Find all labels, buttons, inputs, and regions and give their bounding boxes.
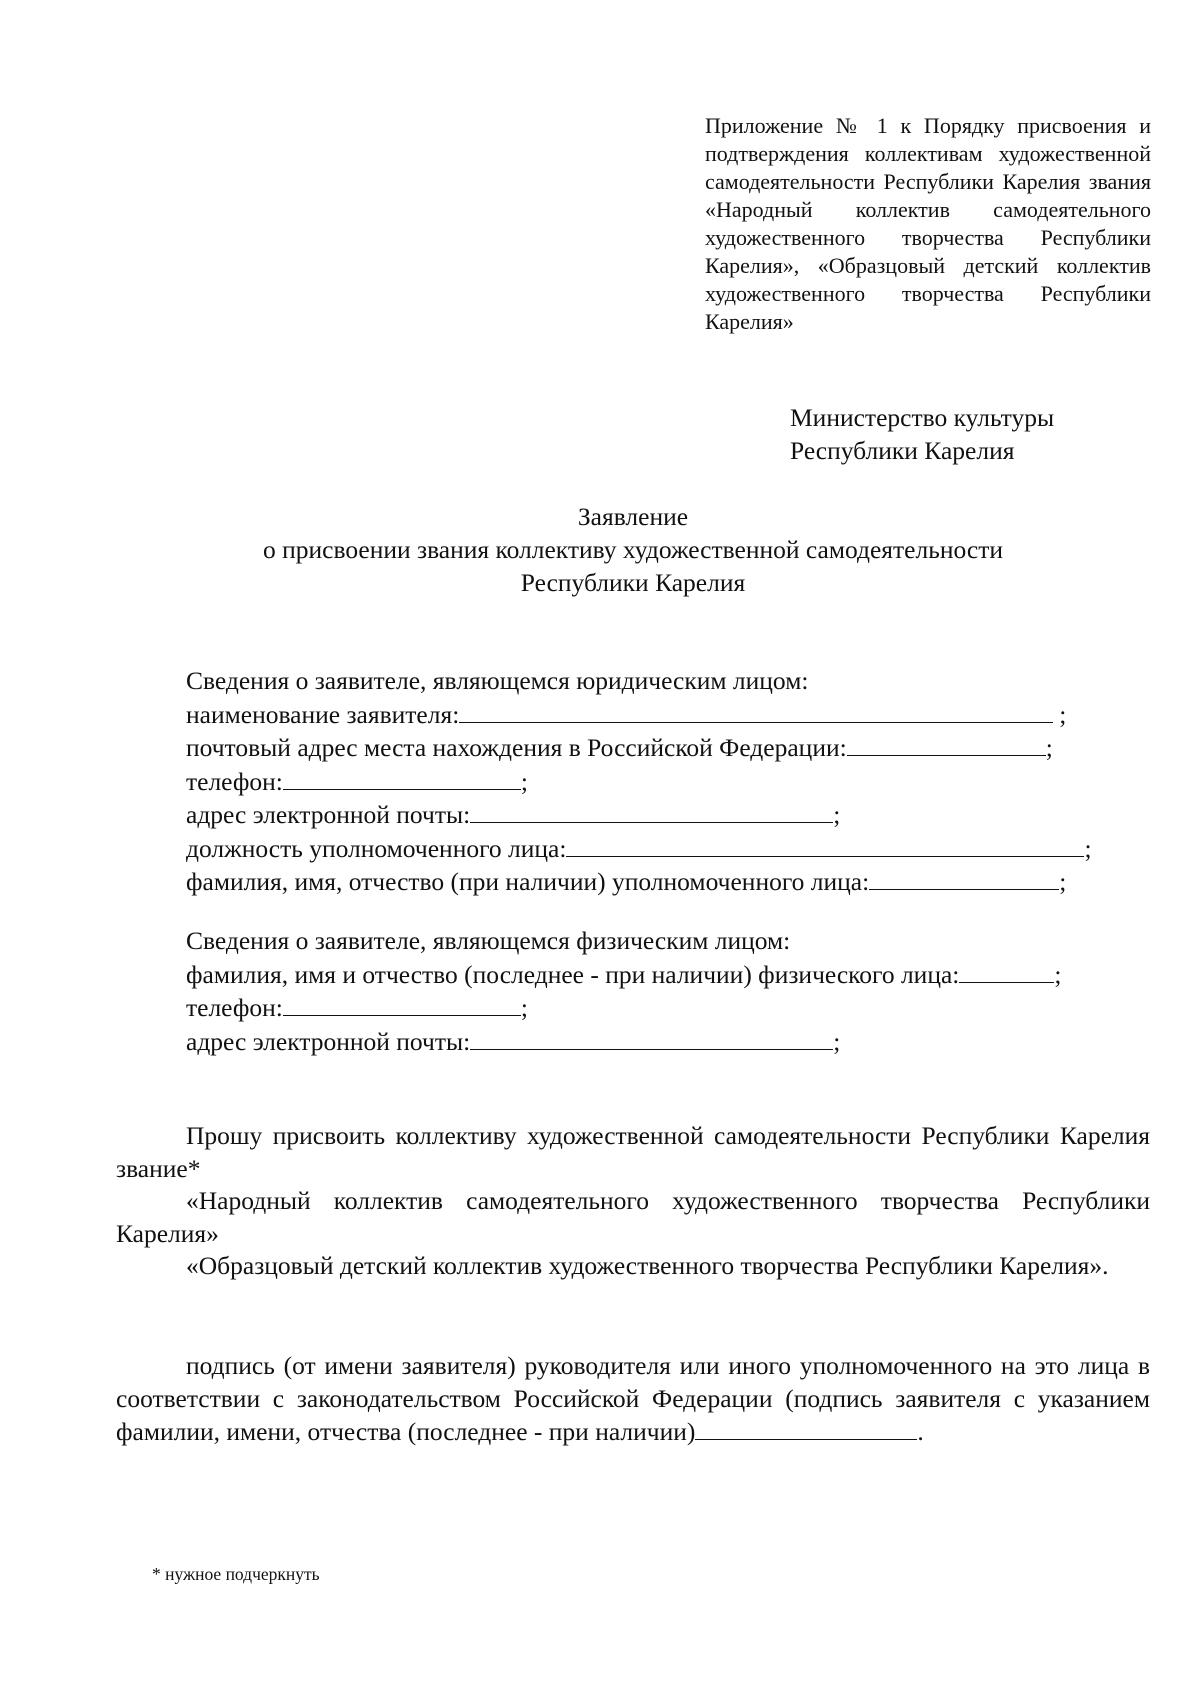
request-paragraph: Прошу присвоить коллективу художественной самодеятельности Республики Карелия звание* [116, 1121, 1150, 1183]
legal-name-semicolon: ; [1059, 699, 1067, 729]
addressee-line-1: Министерство культуры [790, 403, 1055, 432]
legal-name-blank[interactable] [459, 698, 1053, 723]
signature-period: . [917, 1417, 924, 1446]
physical-phone-row [186, 991, 1061, 1025]
signature-blank[interactable] [695, 1415, 917, 1440]
physical-fio-semicolon: ; [1054, 959, 1062, 989]
legal-position-label: должность уполномоченного лица: [186, 833, 567, 863]
legal-email-row [186, 798, 1092, 832]
physical-fio-row [186, 958, 1061, 992]
physical-email-semicolon: ; [833, 1026, 841, 1056]
title-line-2: о присвоении звания коллективу художественной самодеятельности [262, 535, 1003, 564]
legal-postal-semicolon: ; [1045, 733, 1053, 762]
document-title [116, 500, 1150, 599]
title-line-1: Заявление [577, 502, 689, 531]
legal-email-semicolon: ; [833, 800, 841, 829]
legal-postal-blank[interactable] [847, 731, 1046, 756]
legal-name-label: наименование заявителя: [186, 699, 460, 729]
legal-heading: Сведения о заявителе, являющемся юридическим лицом: [186, 666, 809, 695]
legal-fio-row [186, 865, 1092, 899]
physical-email-row [186, 1025, 1061, 1059]
physical-heading: Сведения о заявителе, являющемся физическим лицом: [186, 926, 791, 955]
legal-name-row [186, 698, 1092, 732]
physical-email-label: адрес электронной почты: [186, 1026, 471, 1056]
title-option-folk: «Народный коллектив самодеятельного художественного творчества Республики Карелия» [116, 1186, 1150, 1248]
legal-position-blank[interactable] [566, 832, 1084, 857]
addressee [790, 401, 1054, 467]
legal-email-label: адрес электронной почты: [186, 800, 471, 829]
physical-phone-blank[interactable] [283, 991, 521, 1016]
signature-text: подпись (от имени заявителя) руководителя или иного уполномоченного на это лица в соответствии с законодательством Российской Федерации (подпись заявителя с указанием фамилии, имени, отчества (последнее - при наличии) [116, 1351, 1150, 1446]
legal-phone-label: телефон: [186, 766, 283, 796]
legal-position-semicolon: ; [1084, 833, 1092, 863]
request-block [116, 1120, 1150, 1283]
physical-email-blank[interactable] [470, 1025, 833, 1050]
legal-phone-row [186, 765, 1092, 799]
footnote: * нужное подчеркнуть [152, 1564, 320, 1584]
physical-fio-blank[interactable] [959, 958, 1054, 983]
title-line-3: Республики Карелия [520, 568, 746, 597]
legal-position-row [186, 832, 1092, 866]
annex-reference: Приложение № 1 к Порядку присвоения и подтверждения коллективам художественной самодеятельности Республики Карелия звания «Народный коллектив самодеятельного художественного творчества Республики Карелия», «Образцовый детский коллектив художественного творчества Республики Карелия» [705, 113, 1151, 334]
legal-email-blank[interactable] [470, 798, 833, 823]
physical-phone-semicolon: ; [520, 993, 528, 1022]
signature-paragraph [116, 1350, 1150, 1449]
legal-postal-row [186, 731, 1092, 765]
legal-phone-blank[interactable] [283, 765, 521, 790]
physical-phone-label: телефон: [186, 993, 283, 1022]
legal-fio-label: фамилия, имя, отчество (при наличии) уполномоченного лица: [186, 867, 870, 896]
signature-block [116, 1350, 1150, 1449]
physical-person-section [186, 925, 1061, 1058]
title-option-exemplary: «Образцовый детский коллектив художественного творчества Республики Карелия». [186, 1251, 1109, 1280]
physical-fio-label: фамилия, имя и отчество (последнее - при наличии) физического лица: [186, 959, 960, 989]
legal-phone-semicolon: ; [520, 766, 528, 796]
legal-entity-section [186, 665, 1092, 899]
addressee-line-2: Республики Карелия [790, 436, 1015, 465]
legal-fio-blank[interactable] [869, 865, 1059, 890]
legal-fio-semicolon: ; [1059, 867, 1067, 896]
legal-postal-label: почтовый адрес места нахождения в Российской Федерации: [186, 733, 847, 762]
